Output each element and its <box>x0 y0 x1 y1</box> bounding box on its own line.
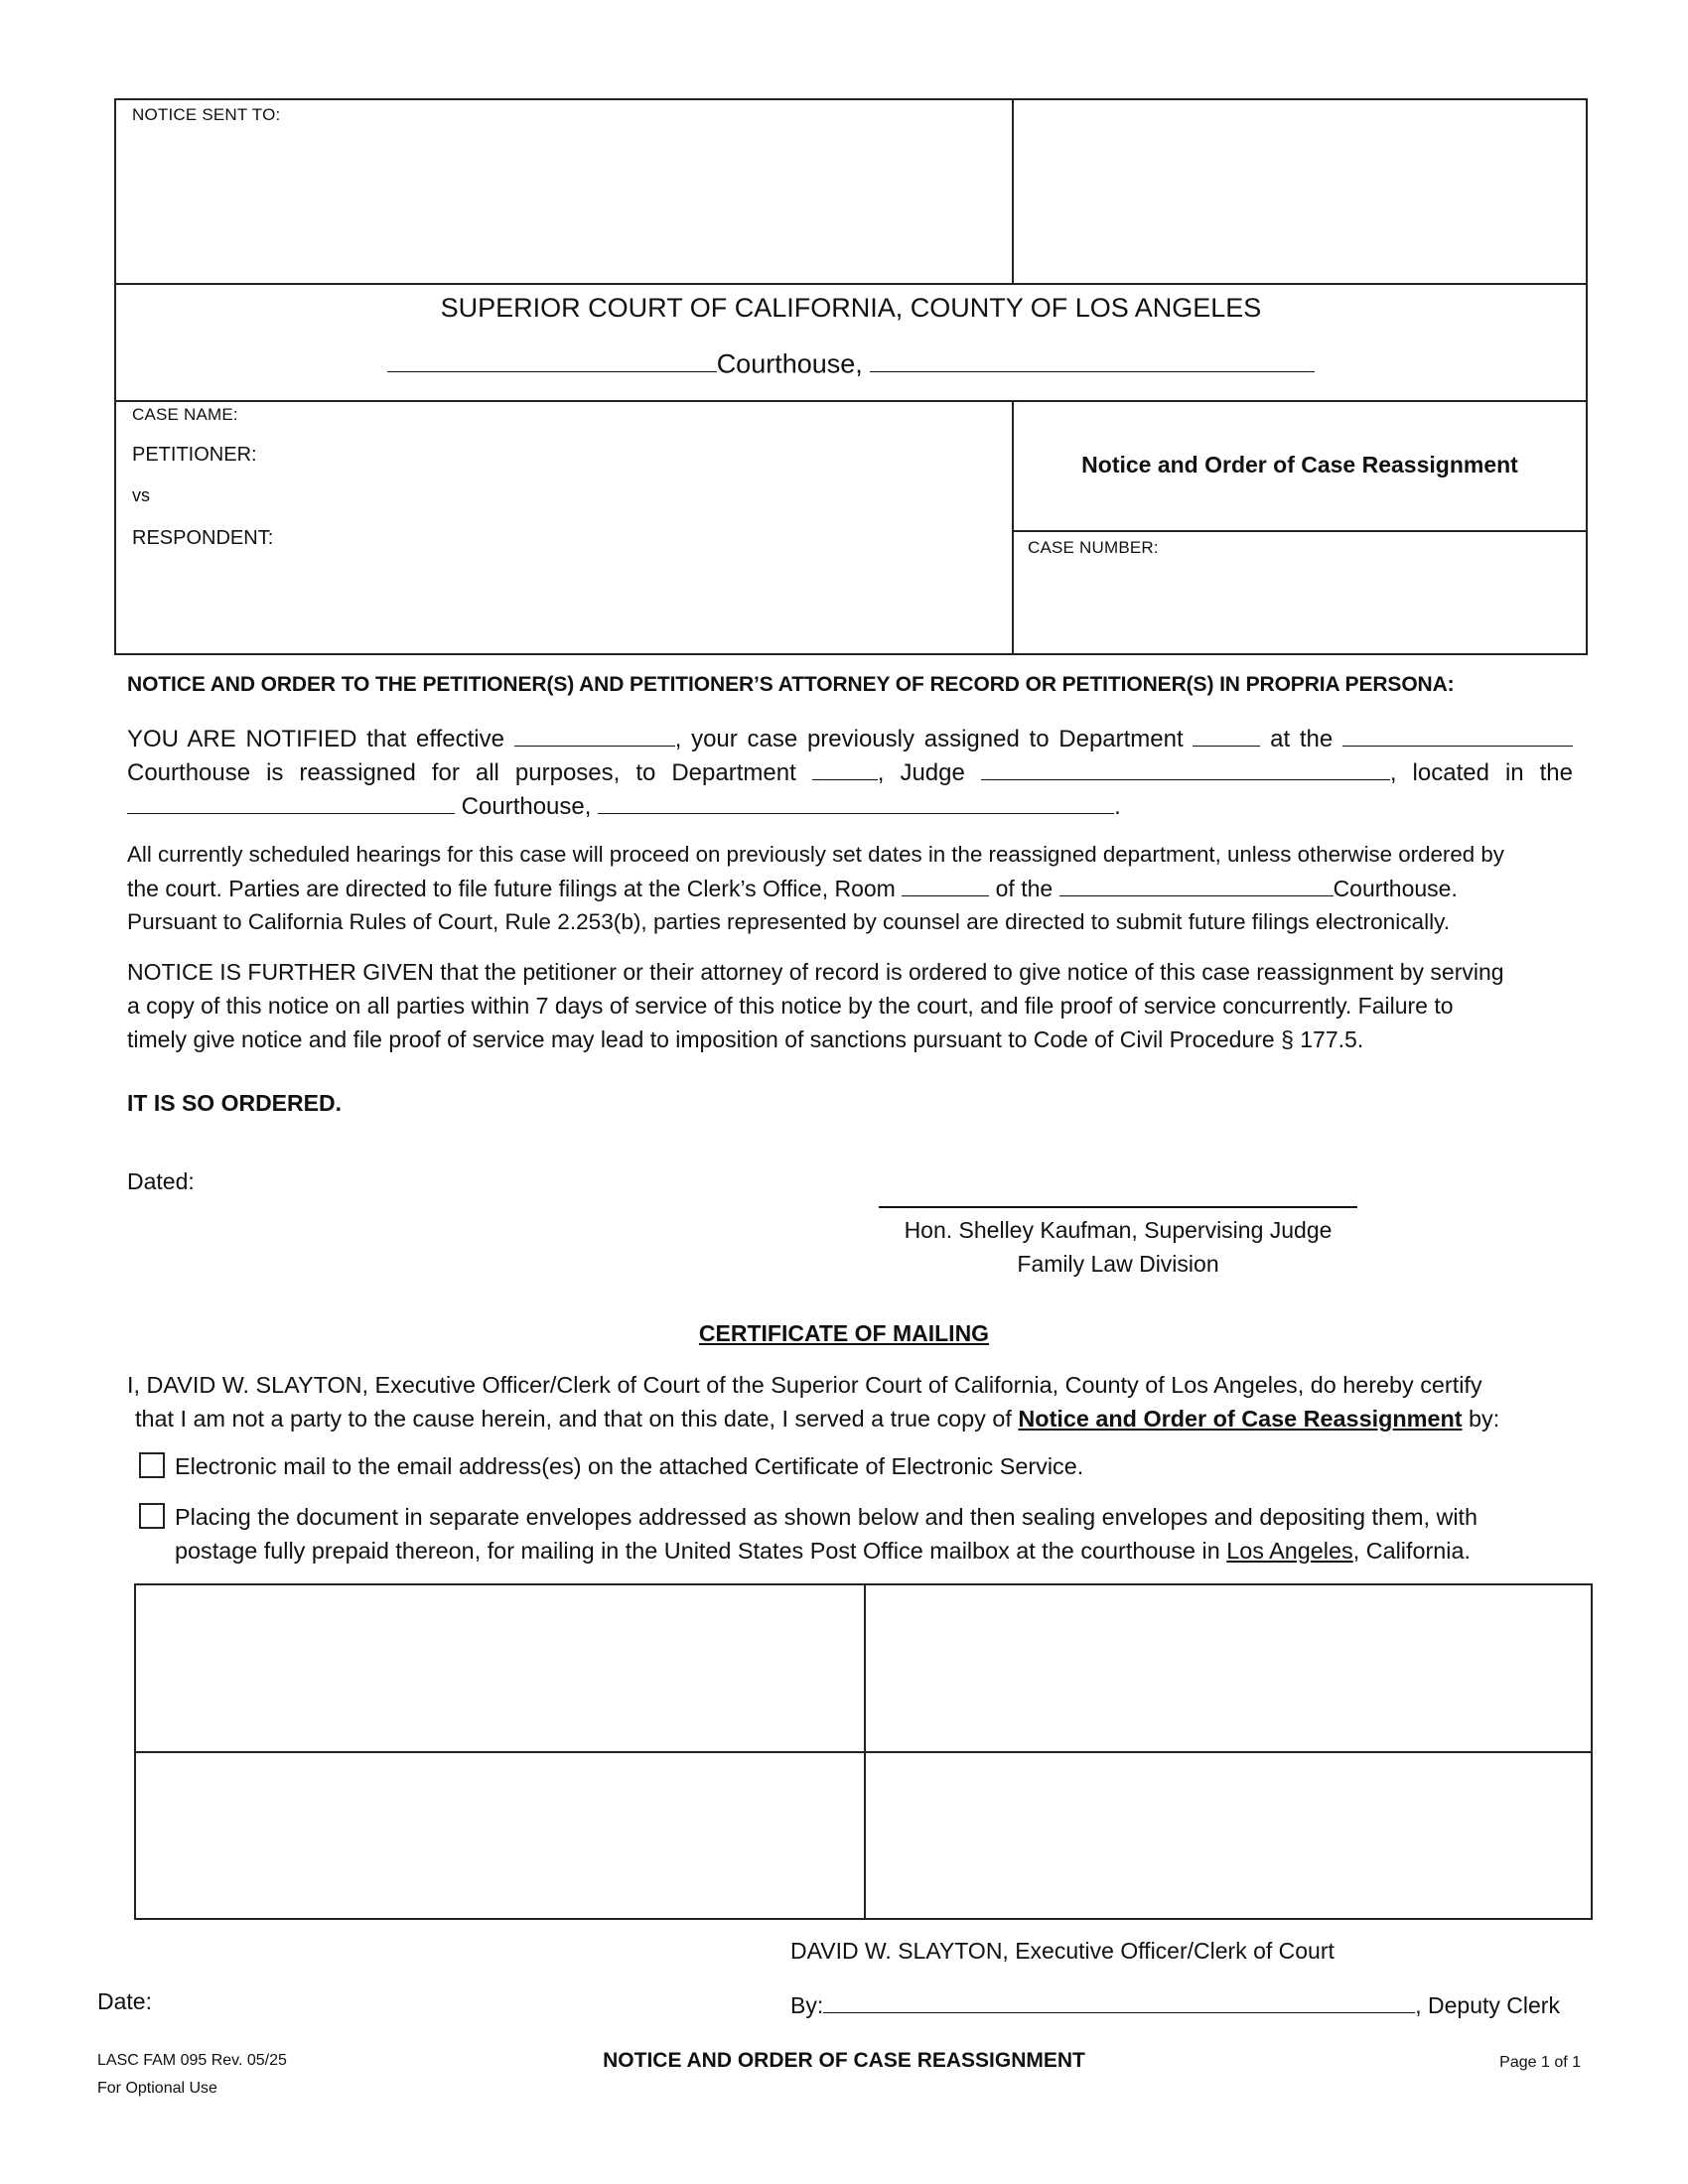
postal-mail-checkbox[interactable] <box>139 1503 165 1529</box>
clerk-room-blank[interactable] <box>902 872 989 896</box>
p2-text-c: Courthouse. <box>1333 876 1458 902</box>
p1-text-e: , Judge <box>877 759 965 787</box>
respondent-label: RESPONDENT: <box>132 527 274 549</box>
notice-sent-to-box[interactable] <box>114 98 1014 285</box>
p1-text-d: Courthouse is reassigned for all purposes, to Department <box>127 759 796 787</box>
case-name-label: CASE NAME: <box>132 405 238 424</box>
option-postal-mail-line-2 <box>175 1534 1471 1568</box>
notice-paragraph-3-line-1: NOTICE IS FURTHER GIVEN that the petitioner or their attorney of record is ordered to give notice of this case reassignment by serving <box>127 959 1504 985</box>
p1-text-g: Courthouse, <box>461 793 592 821</box>
p1-text-h: . <box>1114 793 1121 821</box>
new-courthouse-blank[interactable] <box>127 788 455 814</box>
effective-date-blank[interactable] <box>514 721 675 747</box>
p1-text-a: YOU ARE NOTIFIED that effective <box>127 726 504 753</box>
notice-paragraph-2-line-3: Pursuant to California Rules of Court, Rule 2.253(b), parties represented by counsel are directed to submit future filings electronically. <box>127 909 1451 934</box>
notice-paragraph-3-line-2: a copy of this notice on all parties within 7 days of service of this notice by the court, and file proof of service concurrently. Failure to <box>127 993 1454 1019</box>
case-number-label: CASE NUMBER: <box>1028 538 1159 557</box>
p1-text-f: , located in the <box>1389 759 1573 787</box>
clerk-line: DAVID W. SLAYTON, Executive Officer/Clerk of Court <box>790 1938 1335 1964</box>
previous-courthouse-blank[interactable] <box>1342 721 1573 747</box>
judge-signature-line[interactable] <box>879 1206 1357 1208</box>
date-label: Date: <box>97 1988 152 2014</box>
judge-blank[interactable] <box>981 754 1390 780</box>
courthouse-label: Courthouse, <box>716 348 863 379</box>
option2-text-c: , California. <box>1352 1538 1472 1564</box>
notice-paragraph-1-line-1 <box>127 721 1573 756</box>
deputy-signature-line <box>790 1988 1560 2019</box>
deputy-clerk-blank[interactable] <box>823 1988 1415 2013</box>
page-number: Page 1 of 1 <box>1499 2054 1581 2071</box>
p2-text-b: of the <box>995 876 1054 902</box>
by-label: By: <box>790 1992 824 2019</box>
judge-division: Family Law Division <box>1017 1251 1219 1277</box>
p1-text-c: at the <box>1270 726 1334 753</box>
option2-text-a: postage fully prepaid thereon, for mailing in the United States Post Office mailbox at the courthouse in <box>175 1538 1220 1564</box>
courthouse-name-blank[interactable] <box>387 343 717 372</box>
notice-paragraph-3-line-3: timely give notice and file proof of service may lead to imposition of sanctions pursuant to Code of Civil Procedure § 177.5. <box>127 1026 1364 1052</box>
address-box-1[interactable] <box>134 1583 866 1753</box>
courthouse-line <box>116 343 1586 379</box>
footer-title: NOTICE AND ORDER OF CASE REASSIGNMENT <box>603 2049 1085 2072</box>
form-id: LASC FAM 095 Rev. 05/25 <box>97 2052 287 2069</box>
option2-city: Los Angeles <box>1226 1538 1353 1564</box>
case-number-box[interactable] <box>1012 530 1588 655</box>
so-ordered: IT IS SO ORDERED. <box>127 1090 342 1116</box>
option-postal-mail-line-1: Placing the document in separate envelopes addressed as shown below and then sealing envelopes and depositing them, with <box>175 1504 1478 1530</box>
new-department-blank[interactable] <box>812 754 878 780</box>
deputy-label: , Deputy Clerk <box>1415 1992 1560 2019</box>
new-courthouse-address-blank[interactable] <box>598 788 1114 814</box>
previous-department-blank[interactable] <box>1193 721 1260 747</box>
optional-use: For Optional Use <box>97 2080 217 2097</box>
p1-text-b: , your case previously assigned to Department <box>674 726 1184 753</box>
form-title: Notice and Order of Case Reassignment <box>1081 452 1518 478</box>
address-box-4[interactable] <box>864 1751 1593 1920</box>
courthouse-address-blank[interactable] <box>870 343 1315 372</box>
certificate-intro-line-1: I, DAVID W. SLAYTON, Executive Officer/Clerk of Court of the Superior Court of California, County of Los Angeles, do hereby certify <box>127 1372 1482 1398</box>
notice-paragraph-2-line-2 <box>127 872 1458 905</box>
intro-text-c: by: <box>1469 1406 1500 1432</box>
form-title-box <box>1012 400 1588 532</box>
certificate-intro-line-2 <box>135 1402 1499 1435</box>
p2-text-a: the court. Parties are directed to file future filings at the Clerk’s Office, Room <box>127 876 896 902</box>
vs-label: vs <box>132 485 150 505</box>
notice-paragraph-1-line-3 <box>127 788 1121 824</box>
court-use-box <box>1012 98 1588 285</box>
filing-courthouse-blank[interactable] <box>1059 872 1334 896</box>
address-box-2[interactable] <box>864 1583 1593 1753</box>
notice-paragraph-2-line-1: All currently scheduled hearings for this case will proceed on previously set dates in the reassigned department, unless otherwise ordered by <box>127 842 1504 867</box>
court-title-box <box>114 283 1588 402</box>
notice-heading: NOTICE AND ORDER TO THE PETITIONER(S) AND PETITIONER’S ATTORNEY OF RECORD OR PETITIONER(S) IN PROPRIA PERSONA: <box>127 673 1455 696</box>
notice-sent-to-label: NOTICE SENT TO: <box>132 105 281 124</box>
intro-form-title: Notice and Order of Case Reassignment <box>1018 1406 1463 1432</box>
notice-paragraph-1-line-2 <box>127 754 1573 790</box>
address-box-3[interactable] <box>134 1751 866 1920</box>
judge-name: Hon. Shelley Kaufman, Supervising Judge <box>904 1217 1333 1243</box>
petitioner-label: PETITIONER: <box>132 444 257 466</box>
dated-label: Dated: <box>127 1168 195 1194</box>
case-name-box[interactable] <box>114 400 1014 655</box>
option-electronic-mail: Electronic mail to the email address(es) on the attached Certificate of Electronic Service. <box>175 1453 1084 1479</box>
certificate-heading: CERTIFICATE OF MAILING <box>698 1320 990 1346</box>
electronic-mail-checkbox[interactable] <box>139 1452 165 1478</box>
intro-text-a: that I am not a party to the cause herein, and that on this date, I served a true copy of <box>135 1406 1012 1432</box>
court-title: SUPERIOR COURT OF CALIFORNIA, COUNTY OF LOS ANGELES <box>440 293 1262 323</box>
